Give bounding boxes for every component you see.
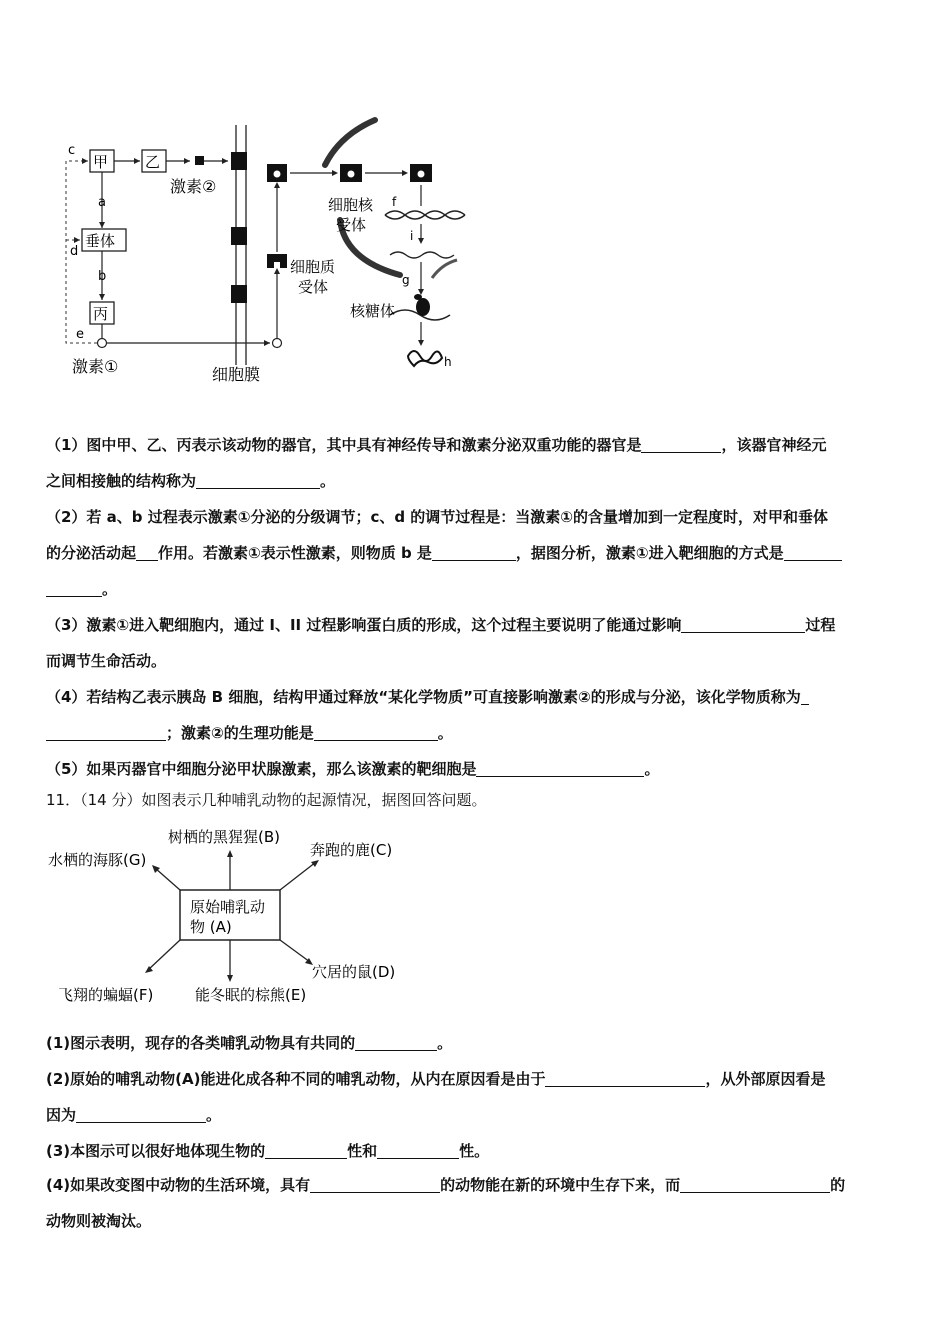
hormone-regulation-diagram [40, 110, 520, 410]
hormone1-label: 激素① [72, 357, 119, 376]
hormone2-label: 激素② [170, 177, 217, 196]
answer-blank-11-4-2[interactable] [680, 1174, 830, 1193]
label-i: i [410, 229, 414, 243]
question-11-header: 11．（14 分）如图表示几种哺乳动物的起源情况，据图回答问题。 [46, 791, 487, 809]
mammal-origin-diagram [40, 820, 420, 1015]
question-11-1: (1)图示表明，现存的各类哺乳动物具有共同的 。 [46, 1034, 453, 1052]
nuc-receptor-label-2: 受体 [336, 216, 367, 234]
yi-label: 乙 [145, 153, 161, 171]
animal-E: 能冬眠的棕熊(E) [195, 986, 307, 1004]
label-d: d [70, 244, 79, 259]
answer-blank-1-1[interactable] [641, 434, 721, 453]
question-11-2: (2)原始的哺乳动物(A)能进化成各种不同的哺乳动物，从内在原因看是由于 ，从外部原因看是 因为 。 [46, 1070, 826, 1124]
answer-blank-11-3-2[interactable] [377, 1140, 459, 1159]
hormone2-dot [195, 156, 204, 165]
question-1: （1）图中甲、乙、丙表示该动物的器官，其中具有神经传导和激素分泌双重功能的器官是 ，该器官神经元 之间相接触的结构称为 。 [46, 436, 827, 490]
center-label-2: 物 (A) [190, 918, 232, 936]
cyto-receptor-label-1: 细胞质 [290, 258, 336, 276]
membrane-receptor-1 [231, 152, 247, 170]
chuiti-label: 垂体 [85, 232, 116, 250]
hormone1-circle-right [273, 339, 282, 348]
question-4: （4）若结构乙表示胰岛 B 细胞，结构甲通过释放“某化学物质”可直接影响激素②的形成与分泌，该化学物质称为 ；激素②的生理功能是 。 [46, 679, 908, 751]
question-11-3: (3)本图示可以很好地体现生物的 性和 性。 [46, 1142, 490, 1160]
cyto-receptor-label-2: 受体 [298, 278, 329, 296]
animal-D: 穴居的鼠(D) [312, 963, 396, 981]
answer-blank-2-3-cont[interactable] [46, 578, 102, 597]
label-f: f [392, 195, 397, 209]
ribosome-icon [416, 298, 430, 316]
answer-blank-3-1[interactable] [681, 614, 805, 633]
hormone1-circle-left [98, 339, 107, 348]
nuclear-envelope-top [325, 120, 375, 165]
answer-blank-5-1[interactable] [476, 758, 644, 777]
answer-blank-2-1[interactable] [136, 542, 158, 561]
question-3: （3）激素①进入靶细胞内，通过 I、II 过程影响蛋白质的形成，这个过程主要说明了能通过影响 过程 而调节生命活动。 [46, 616, 836, 670]
label-h: h [444, 355, 452, 369]
cytoplasm-receptor-icon [267, 254, 287, 268]
label-e: e [76, 327, 84, 342]
bing-label: 丙 [93, 305, 109, 323]
nuc-receptor-label-1: 细胞核 [328, 196, 374, 214]
answer-blank-4-1-cont[interactable] [46, 722, 166, 741]
membrane-receptor-2 [231, 227, 247, 245]
membrane-label: 细胞膜 [212, 365, 261, 384]
protein-coil-icon [408, 351, 442, 366]
answer-blank-11-1[interactable] [355, 1032, 437, 1051]
animal-C: 奔跑的鹿(C) [310, 841, 393, 859]
answer-blank-11-2-1[interactable] [545, 1068, 705, 1087]
answer-blank-2-3[interactable] [784, 542, 842, 561]
membrane-receptor-3 [231, 285, 247, 303]
question-2: （2）若 a、b 过程表示激素①分泌的分级调节；c、d 的调节过程是：当激素①的含量增加到一定程度时，对甲和垂体 的分泌活动起 作用。若激素①表示性激素，则物质 b 是 ，据图分析，激素①进入靶细胞的方式是 。 [46, 499, 908, 607]
answer-blank-1-2[interactable] [196, 470, 320, 489]
label-a: a [98, 195, 106, 210]
center-label-1: 原始哺乳动 [190, 898, 266, 916]
animal-B: 树栖的黑猩猩(B) [168, 828, 280, 846]
jia-label: 甲 [93, 153, 109, 171]
answer-blank-4-2[interactable] [314, 722, 438, 741]
ribosome-label: 核糖体 [350, 302, 396, 320]
mrna-strand [390, 252, 454, 258]
answer-blank-11-3-1[interactable] [265, 1140, 347, 1159]
label-b: b [98, 269, 107, 284]
question-11-4: (4)如果改变图中动物的生活环境，具有 的动物能在新的环境中生存下来，而 的 动物则被淘汰。 [46, 1176, 846, 1230]
label-g: g [402, 273, 410, 287]
label-c: c [68, 143, 76, 158]
answer-blank-2-2[interactable] [432, 542, 516, 561]
animal-F: 飞翔的蝙蝠(F) [58, 986, 154, 1004]
question-5: （5）如果丙器官中细胞分泌甲状腺激素，那么该激素的靶细胞是 。 [46, 760, 660, 778]
answer-blank-11-2-2[interactable] [76, 1104, 206, 1123]
answer-blank-4-1[interactable] [801, 686, 809, 705]
answer-blank-11-4-1[interactable] [310, 1174, 440, 1193]
animal-G: 水栖的海豚(G) [48, 851, 147, 869]
